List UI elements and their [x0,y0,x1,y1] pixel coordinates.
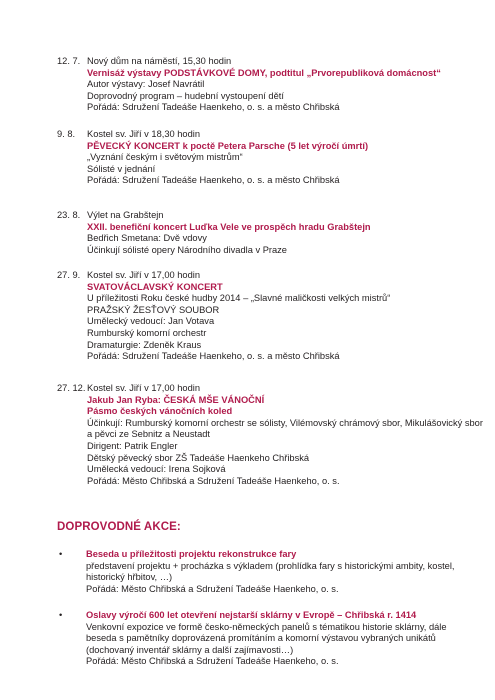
event-detail: Autor výstavy: Josef Navrátil [87,79,205,90]
event-detail: Rumburský komorní orchestr [87,327,207,338]
accompanying-organizer: Pořádá: Město Chřibská a Sdružení Tadeáše Haenkeho, o. s. [86,656,339,667]
event-venue: Kostel sv. Jiří v 17,00 hodin [87,383,200,393]
accompanying-description: představení projektu + procházka s výkladem (prohlídka fary s historickými ambity, kostel, historický hřbitov, …) [86,560,455,583]
event-subtitle: Pásmo českých vánočních koled [87,406,233,417]
event-detail: Dramaturgie: Zdeněk Kraus [87,339,202,350]
event-organizer: Pořádá: Město Chřibská a Sdružení Tadeáše Haenkeho, o. s. [87,475,340,486]
event-venue: Nový dům na náměstí, 15,30 hodin [87,56,232,66]
event-detail: Doprovodný program – hudební vystoupení dětí [87,90,284,101]
event-detail: Dětský pěvecký sbor ZŠ Tadeáše Haenkeho Chřibská [87,452,310,463]
accompanying-title: Beseda u příležitosti projektu rekonstrukce fary [86,549,297,559]
accompanying-item [59,549,479,595]
event-date: 9. 8. [57,129,76,139]
section-heading: DOPROVODNÉ AKCE: [57,521,181,533]
accompanying-description: Venkovní expozice ve formě česko-německých panelů s tématikou historie sklárny, dále beseda s pamětníky doprovázená promítáním a komorní výstavou vybraných unikátů (dochovaný inventář sklárny a další zajímavosti…) [86,621,447,655]
event-detail: U příležitosti Roku české hudby 2014 – „Slavné maličkosti velkých mistrů“ [87,293,391,304]
accompanying-organizer: Pořádá: Město Chřibská a Sdružení Tadeáše Haenkeho, o. s. [86,583,339,594]
event-27-9 [57,270,487,363]
event-detail: PRAŽSKÝ ŽESŤOVÝ SOUBOR [87,304,220,315]
event-organizer: Pořádá: Sdružení Tadeáše Haenkeho, o. s. a město Chřibská [87,175,340,186]
event-date: 23. 8. [57,210,81,220]
event-performers: Účinkují: Rumburský komorní orchestr se sólisty, Vilémovský chrámový sbor, Mikulášovický sbor a pěvci ze Sebnitz a Neustadt [87,417,483,440]
event-venue: Kostel sv. Jiří v 18,30 hodin [87,129,200,139]
event-27-12 [57,383,487,487]
event-title: SVATOVÁCLAVSKÝ KONCERT [87,281,223,292]
event-organizer: Pořádá: Sdružení Tadeáše Haenkeho, o. s. a město Chřibská [87,351,340,362]
event-detail: Sólisté v jednání [87,163,156,174]
event-title: PĚVECKÝ KONCERT k poctě Petera Parsche (5 let výročí úmrtí) [87,140,369,151]
event-12-7 [57,56,487,114]
event-organizer: Pořádá: Sdružení Tadeáše Haenkeho, o. s. a město Chřibská [87,102,340,113]
bullet-icon: • [59,610,63,620]
event-detail: „Vyznání českým i světovým mistrům“ [87,152,243,163]
event-23-8 [57,210,487,256]
event-date: 27. 12. [57,383,86,393]
event-date: 27. 9. [57,270,81,280]
event-detail: Umělecký vedoucí: Jan Votava [87,316,215,327]
accompanying-title: Oslavy výročí 600 let otevření nejstarší sklárny v Evropě – Chřibská r. 1414 [86,610,417,620]
event-title: Jakub Jan Ryba: ČESKÁ MŠE VÁNOČNÍ [87,394,265,405]
event-detail: Umělecká vedoucí: Irena Sojková [87,464,226,475]
event-detail: Bedřich Smetana: Dvě vdovy [87,233,207,244]
event-9-8 [57,129,487,187]
event-detail: Účinkují sólisté opery Národního divadla v Praze [87,244,287,255]
event-date: 12. 7. [57,56,81,66]
event-title: Vernisáž výstavy PODSTÁVKOVÉ DOMY, podtitul „Prvorepubliková domácnost“ [87,67,441,78]
event-venue: Kostel sv. Jiří v 17,00 hodin [87,270,200,280]
event-title: XXII. benefiční koncert Luďka Vele ve prospěch hradu Grabštejn [87,221,371,232]
event-detail: Dirigent: Patrik Engler [87,440,178,451]
accompanying-item [59,610,479,668]
event-venue: Výlet na Grabštejn [87,210,164,220]
bullet-icon: • [59,549,63,559]
